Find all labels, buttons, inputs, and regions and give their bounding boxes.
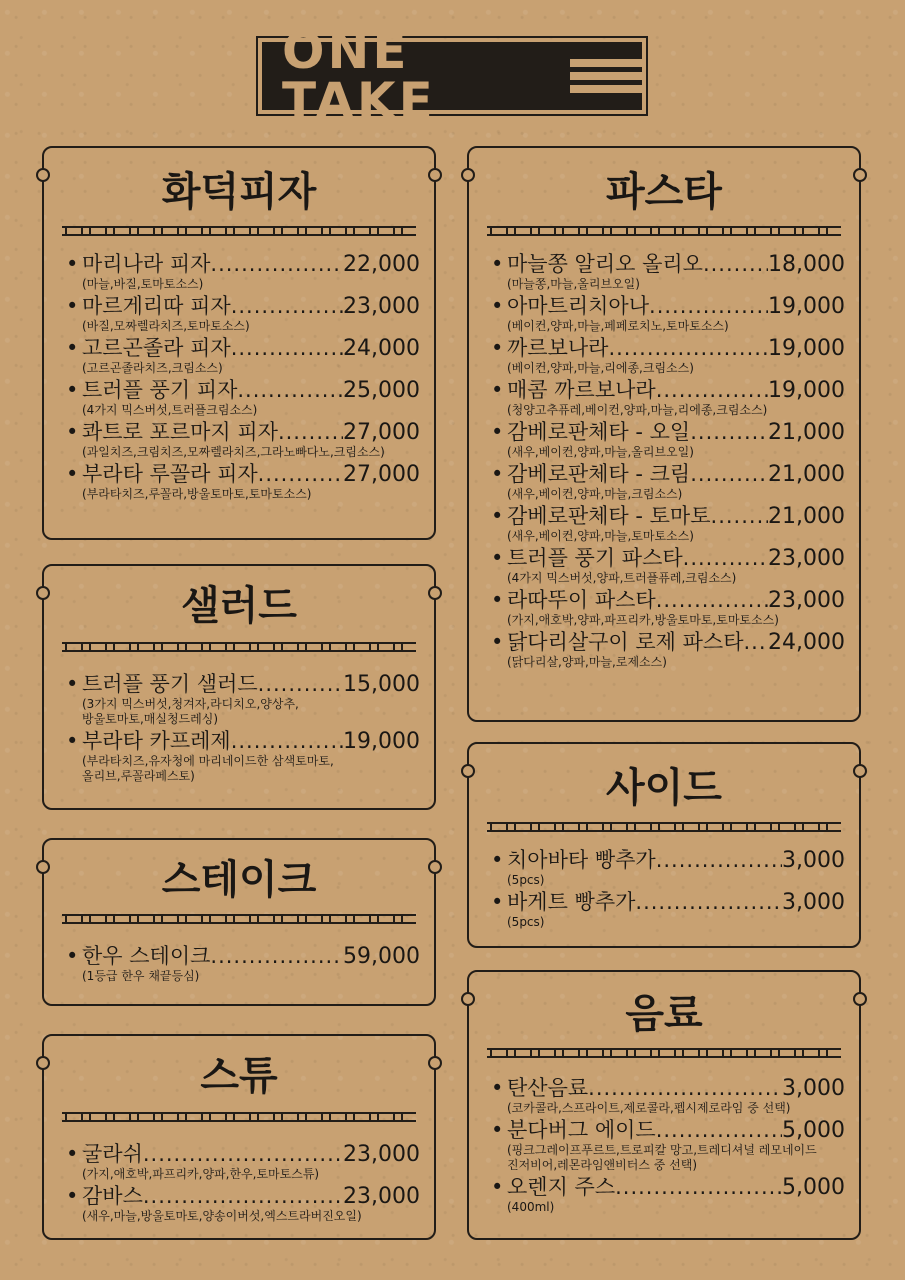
dot-leader <box>210 944 343 968</box>
menu-item-description: (마늘쫑,마늘,올리브오일) <box>507 277 640 291</box>
dot-leader <box>258 672 343 696</box>
bullet-icon: • <box>491 1118 504 1142</box>
menu-item-name: 분다버그 에이드 <box>507 1118 656 1142</box>
menu-item-row <box>491 848 845 873</box>
menu-item-row <box>66 336 420 361</box>
dot-leader <box>711 504 769 528</box>
menu-item <box>491 294 845 334</box>
menu-item-description: (청양고추퓨레,베이컨,양파,마늘,리에종,크림소스) <box>507 403 768 417</box>
bullet-icon: • <box>491 890 504 914</box>
menu-section-pizza <box>42 146 436 540</box>
menu-item-description: (부라타치즈,유자청에 마리네이드한 삼색토마토, 올리브,루꼴라페스토) <box>82 754 334 783</box>
menu-item-description: (새우,베이컨,양파,마늘,토마토소스) <box>507 529 694 543</box>
menu-item-row <box>66 294 420 319</box>
menu-item-description: (1등급 한우 채끝등심) <box>82 969 200 983</box>
menu-item-row <box>66 729 420 754</box>
menu-item-row <box>66 420 420 445</box>
menu-item-price: 15,000 <box>343 672 420 697</box>
bullet-icon: • <box>66 378 79 402</box>
menu-section-salad <box>42 564 436 810</box>
menu-item-row <box>491 630 845 655</box>
bullet-icon: • <box>66 1142 79 1166</box>
menu-item-name: 마늘쫑 알리오 올리오 <box>507 252 703 276</box>
menu-item-price: 24,000 <box>343 336 420 361</box>
menu-item-row <box>66 944 420 969</box>
menu-item-row <box>491 890 845 915</box>
dot-leader <box>588 1076 782 1100</box>
item-list <box>66 252 420 504</box>
menu-item-name: 오렌지 주스 <box>507 1175 616 1199</box>
item-list <box>491 848 845 932</box>
menu-item-description: (베이컨,양파,마늘,리에종,크림소스) <box>507 361 694 375</box>
section-divider <box>62 914 416 924</box>
menu-item-name: 감베로판체타 - 토마토 <box>507 504 711 528</box>
section-divider <box>487 226 841 236</box>
section-title: 스튜 <box>200 1053 278 1099</box>
dot-leader <box>656 1118 782 1142</box>
menu-item-name: 한우 스테이크 <box>82 944 211 968</box>
menu-item-price: 19,000 <box>768 378 845 403</box>
bullet-icon: • <box>66 294 79 318</box>
section-title: 파스타 <box>606 169 722 215</box>
dot-leader <box>656 378 768 402</box>
dot-leader <box>608 336 768 360</box>
bullet-icon: • <box>66 336 79 360</box>
dot-leader <box>210 252 343 276</box>
dot-leader <box>656 848 782 872</box>
menu-item-description: (닭다리살,양파,마늘,로제소스) <box>507 655 667 669</box>
menu-item-name: 감베로판체타 - 오일 <box>507 420 691 444</box>
menu-item-price: 21,000 <box>768 462 845 487</box>
menu-item <box>491 546 845 586</box>
dot-leader <box>278 420 343 444</box>
menu-item <box>66 420 420 460</box>
menu-item-name: 트러플 풍기 피자 <box>82 378 238 402</box>
menu-item-description: (새우,베이컨,양파,마늘,크림소스) <box>507 487 683 501</box>
menu-item-price: 21,000 <box>768 420 845 445</box>
menu-item-description: (과일치즈,크림치즈,모짜렐라치즈,그라노빠다노,크림소스) <box>82 445 385 459</box>
menu-item-row <box>491 504 845 529</box>
menu-item-description: (고르곤졸라치즈,크림소스) <box>82 361 223 375</box>
menu-item <box>66 462 420 502</box>
menu-item-price: 23,000 <box>343 1142 420 1167</box>
menu-item <box>66 294 420 334</box>
menu-item <box>66 336 420 376</box>
menu-item-name: 매콤 까르보나라 <box>507 378 656 402</box>
menu-item-description: (400ml) <box>507 1200 555 1214</box>
dot-leader <box>231 729 343 753</box>
menu-item <box>66 1142 420 1182</box>
menu-item-row <box>491 420 845 445</box>
bullet-icon: • <box>66 252 79 276</box>
section-title: 음료 <box>625 991 703 1037</box>
bullet-icon: • <box>491 462 504 486</box>
menu-item-description: (4가지 믹스버섯,트러플크림소스) <box>82 403 258 417</box>
menu-item-row <box>66 462 420 487</box>
menu-item-price: 18,000 <box>768 252 845 277</box>
menu-item-description: (코카콜라,스프라이트,제로콜라,펩시제로라임 중 선택) <box>507 1101 791 1115</box>
bullet-icon: • <box>491 294 504 318</box>
menu-item-name: 트러플 풍기 샐러드 <box>82 672 258 696</box>
menu-item-row <box>491 378 845 403</box>
menu-item-name: 트러플 풍기 파스타 <box>507 546 683 570</box>
bullet-icon: • <box>66 672 79 696</box>
menu-item <box>491 1076 845 1116</box>
dot-leader <box>683 546 768 570</box>
menu-item-row <box>66 1142 420 1167</box>
menu-item-row <box>491 1175 845 1200</box>
menu-item-name: 치아바타 빵추가 <box>507 848 656 872</box>
menu-section-side <box>467 742 861 948</box>
section-title: 화덕피자 <box>161 169 317 215</box>
brand-logo <box>256 22 648 130</box>
menu-item-price: 23,000 <box>343 294 420 319</box>
menu-item-price: 3,000 <box>782 848 845 873</box>
menu-item <box>66 672 420 727</box>
menu-item-name: 고르곤졸라 피자 <box>82 336 231 360</box>
menu-item-name: 콰트로 포르마지 피자 <box>82 420 278 444</box>
bullet-icon: • <box>491 1175 504 1199</box>
menu-item <box>491 336 845 376</box>
bullet-icon: • <box>66 420 79 444</box>
menu-section-drink <box>467 970 861 1240</box>
section-title: 사이드 <box>606 765 722 811</box>
dot-leader <box>656 588 768 612</box>
menu-item-price: 23,000 <box>768 546 845 571</box>
menu-item-description: (새우,베이컨,양파,마늘,올리브오일) <box>507 445 694 459</box>
logo-plate <box>262 22 642 130</box>
bullet-icon: • <box>491 1076 504 1100</box>
bullet-icon: • <box>491 588 504 612</box>
menu-item-description: (새우,마늘,방울토마토,양송이버섯,엑스트라버진오일) <box>82 1209 362 1223</box>
section-title: 스테이크 <box>161 857 317 903</box>
dot-leader <box>237 378 343 402</box>
menu-item-price: 3,000 <box>782 890 845 915</box>
bullet-icon: • <box>66 729 79 753</box>
dot-leader <box>690 420 768 444</box>
menu-item-description: (베이컨,양파,마늘,페페로치노,토마토소스) <box>507 319 729 333</box>
menu-item-name: 닭다리살구이 로제 파스타 <box>507 630 744 654</box>
menu-item-price: 27,000 <box>343 420 420 445</box>
section-title: 샐러드 <box>181 583 297 629</box>
menu-item-row <box>66 672 420 697</box>
section-divider <box>62 642 416 652</box>
menu-item-row <box>491 1118 845 1143</box>
menu-item-description: (바질,모짜렐라치즈,토마토소스) <box>82 319 250 333</box>
menu-item <box>491 504 845 544</box>
menu-item-description: (핑크그레이프푸르트,트로피칼 망고,트레디셔널 레모네이드 진저비어,레몬라임앤비터스 중 선택) <box>507 1143 817 1172</box>
bullet-icon: • <box>66 944 79 968</box>
menu-item-name: 탄산음료 <box>507 1076 589 1100</box>
menu-item-price: 3,000 <box>782 1076 845 1101</box>
menu-item-row <box>491 336 845 361</box>
menu-item-row <box>491 462 845 487</box>
item-list <box>66 944 420 986</box>
menu-item-name: 감베로판체타 - 크림 <box>507 462 691 486</box>
menu-item <box>491 462 845 502</box>
dot-leader <box>703 252 768 276</box>
menu-item-name: 부라타 루꼴라 피자 <box>82 462 258 486</box>
menu-item-name: 까르보나라 <box>507 336 609 360</box>
dot-leader <box>635 890 782 914</box>
menu-item-name: 부라타 카프레제 <box>82 729 231 753</box>
menu-item-description: (가지,애호박,양파,파프리카,방울토마토,토마토소스) <box>507 613 779 627</box>
menu-item <box>491 378 845 418</box>
menu-item-name: 마리나라 피자 <box>82 252 211 276</box>
dot-leader <box>143 1184 343 1208</box>
menu-item-price: 5,000 <box>782 1175 845 1200</box>
logo-stripes <box>570 59 642 93</box>
dot-leader <box>231 294 343 318</box>
menu-item-price: 25,000 <box>343 378 420 403</box>
menu-section-steak <box>42 838 436 1006</box>
menu-item-name: 마르게리따 피자 <box>82 294 231 318</box>
bullet-icon: • <box>66 1184 79 1208</box>
menu-item-price: 21,000 <box>768 504 845 529</box>
dot-leader <box>649 294 768 318</box>
menu-item-row <box>491 294 845 319</box>
menu-item-description: (4가지 믹스버섯,양파,트러플퓨레,크림소스) <box>507 571 737 585</box>
menu-item-row <box>66 1184 420 1209</box>
menu-item-description: (마늘,바질,토마토소스) <box>82 277 204 291</box>
menu-item-price: 19,000 <box>768 294 845 319</box>
menu-item-price: 23,000 <box>768 588 845 613</box>
menu-item-price: 23,000 <box>343 1184 420 1209</box>
bullet-icon: • <box>491 252 504 276</box>
menu-item-name: 라따뚜이 파스타 <box>507 588 656 612</box>
menu-item <box>491 1118 845 1173</box>
menu-item-name: 아마트리치아나 <box>507 294 650 318</box>
menu-item <box>66 944 420 984</box>
menu-item-row <box>491 546 845 571</box>
menu-item <box>491 252 845 292</box>
menu-item <box>66 378 420 418</box>
section-divider <box>487 822 841 832</box>
menu-item <box>491 588 845 628</box>
menu-item-description: (가지,애호박,파프리카,양파,한우,토마토스튜) <box>82 1167 320 1181</box>
menu-item <box>66 1184 420 1224</box>
bullet-icon: • <box>491 420 504 444</box>
bullet-icon: • <box>491 630 504 654</box>
menu-section-stew <box>42 1034 436 1240</box>
menu-item <box>66 252 420 292</box>
menu-item-description: (부라타치즈,루꼴라,방울토마토,토마토소스) <box>82 487 312 501</box>
menu-item <box>491 1175 845 1215</box>
menu-item-price: 19,000 <box>768 336 845 361</box>
menu-item <box>491 420 845 460</box>
menu-item-name: 굴라쉬 <box>82 1142 143 1166</box>
dot-leader <box>258 462 343 486</box>
menu-item-price: 19,000 <box>343 729 420 754</box>
menu-item-description: (5pcs) <box>507 915 545 929</box>
item-list <box>66 672 420 786</box>
menu-item <box>491 630 845 670</box>
bullet-icon: • <box>66 462 79 486</box>
bullet-icon: • <box>491 848 504 872</box>
dot-leader <box>143 1142 343 1166</box>
menu-item-row <box>491 1076 845 1101</box>
bullet-icon: • <box>491 504 504 528</box>
menu-item-price: 5,000 <box>782 1118 845 1143</box>
menu-item-description: (3가지 믹스버섯,청겨자,라디치오,양상추, 방울토마토,매실청드레싱) <box>82 697 299 726</box>
section-divider <box>62 1112 416 1122</box>
menu-item-price: 59,000 <box>343 944 420 969</box>
menu-item-name: 바게트 빵추가 <box>507 890 636 914</box>
menu-item-price: 22,000 <box>343 252 420 277</box>
dot-leader <box>615 1175 782 1199</box>
menu-item-description: (5pcs) <box>507 873 545 887</box>
bullet-icon: • <box>491 378 504 402</box>
dot-leader <box>744 630 769 654</box>
bullet-icon: • <box>491 546 504 570</box>
section-divider <box>62 226 416 236</box>
menu-item-row <box>66 378 420 403</box>
menu-item-row <box>491 252 845 277</box>
menu-item-row <box>66 252 420 277</box>
dot-leader <box>690 462 768 486</box>
item-list <box>66 1142 420 1226</box>
bullet-icon: • <box>491 336 504 360</box>
menu-section-pasta <box>467 146 861 722</box>
item-list <box>491 252 845 672</box>
item-list <box>491 1076 845 1217</box>
menu-item <box>66 729 420 784</box>
section-divider <box>487 1048 841 1058</box>
menu-item-row <box>491 588 845 613</box>
dot-leader <box>231 336 343 360</box>
logo-text: ONE TAKE <box>282 22 436 130</box>
menu-item-price: 24,000 <box>768 630 845 655</box>
menu-item <box>491 890 845 930</box>
menu-item-price: 27,000 <box>343 462 420 487</box>
menu-item-name: 감바스 <box>82 1184 143 1208</box>
menu-item <box>491 848 845 888</box>
